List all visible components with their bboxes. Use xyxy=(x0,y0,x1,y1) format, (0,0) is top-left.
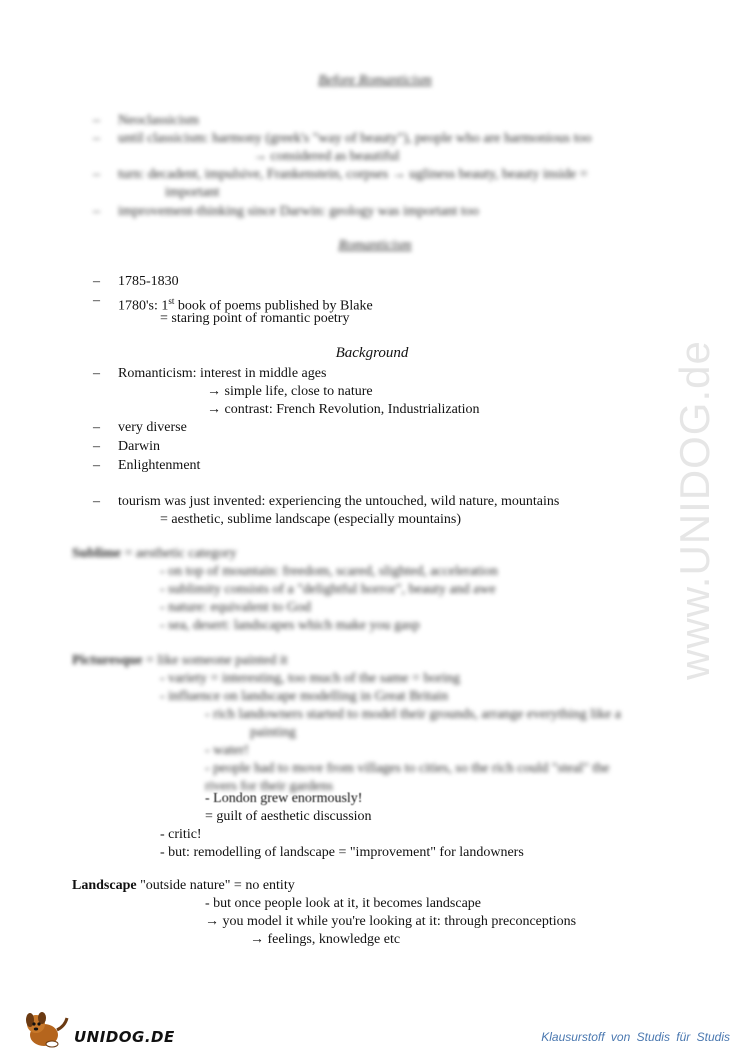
watermark-text: www.UNIDOG.de xyxy=(671,340,719,680)
background-subitem: → simple life, close to nature xyxy=(207,384,373,399)
landscape-def: "outside nature" = no entity xyxy=(136,878,295,893)
logo-text: UNIDOG.DE xyxy=(74,1028,175,1046)
footer-tagline: Klausurstoff von Studis für Studis xyxy=(541,1030,730,1044)
sublime-line: - on top of mountain: freedom, scared, slighted, acceleration xyxy=(160,564,498,579)
landscape-term: Landscape xyxy=(72,878,137,893)
picturesque-line: - critic! xyxy=(160,827,202,842)
bullet-dash: – xyxy=(93,113,100,128)
picturesque-line: - but: remodelling of landscape = "improvement" for landowners xyxy=(160,845,524,860)
background-item: Romanticism: interest in middle ages xyxy=(118,366,327,381)
dog-icon xyxy=(22,1008,74,1050)
picturesque-line: = guilt of aesthetic discussion xyxy=(205,809,372,824)
landscape-definition xyxy=(72,877,295,895)
picturesque-line: - London grew enormously! xyxy=(205,791,363,806)
picturesque-definition xyxy=(72,652,288,670)
background-item: Darwin xyxy=(118,439,160,454)
bullet-dash: – xyxy=(93,204,100,219)
bullet-dash: – xyxy=(93,458,100,473)
before-item: improvement-thinking since Darwin: geology was important too xyxy=(118,204,479,219)
bullet-dash: – xyxy=(93,293,100,308)
picturesque-def: = like someone painted it xyxy=(142,653,288,668)
picturesque-line: - rich landowners started to model their grounds, arrange everything like a xyxy=(205,707,621,722)
sublime-term: Sublime xyxy=(72,546,122,561)
unidog-logo xyxy=(22,1008,175,1050)
before-item-continuation: important xyxy=(165,185,220,200)
bullet-dash: – xyxy=(93,274,100,289)
landscape-line: → you model it while you're looking at it: through preconceptions xyxy=(205,914,577,929)
background-subitem: → contrast: French Revolution, Industrialization xyxy=(207,402,480,417)
bullet-dash: – xyxy=(93,366,100,381)
background-item: Enlightenment xyxy=(118,458,201,473)
romanticism-dates: 1785-1830 xyxy=(118,274,179,289)
background-subitem: = aesthetic, sublime landscape (especially mountains) xyxy=(160,512,462,527)
sublime-line: - sea, desert: landscapes which make you gasp xyxy=(160,618,420,633)
picturesque-term: Picturesque xyxy=(72,653,143,668)
sublime-def: = aesthetic category xyxy=(121,546,237,561)
landscape-line: - but once people look at it, it becomes landscape xyxy=(205,896,482,911)
romanticism-heading: Romanticism xyxy=(338,238,412,253)
picturesque-line: - water! xyxy=(205,743,249,758)
picturesque-line: rivers for their gardens xyxy=(205,779,333,794)
bullet-dash: – xyxy=(93,494,100,509)
romanticism-blake-sub: = staring point of romantic poetry xyxy=(160,311,350,326)
blake-suffix: book of poems published by Blake xyxy=(174,298,373,314)
bullet-dash: – xyxy=(93,439,100,454)
before-item: turn: decadent, impulsive, Frankenstein, corpses → ugliness beauty, beauty inside = xyxy=(118,167,588,182)
sublime-line: - sublimity consists of a "delightful horror", beauty and awe xyxy=(160,582,496,597)
bullet-dash: – xyxy=(93,420,100,435)
sublime-line: - nature: equivalent to God xyxy=(160,600,311,615)
before-item: Neoclassicism xyxy=(118,113,199,128)
before-romanticism-heading: Before Romanticism xyxy=(318,73,432,88)
bullet-dash: – xyxy=(93,131,100,146)
bullet-dash: – xyxy=(93,167,100,182)
before-item-continuation: → considered as beautiful xyxy=(253,149,400,164)
blake-sup: st xyxy=(168,296,175,306)
sublime-definition xyxy=(72,545,237,563)
picturesque-line: - variety = interesting, too much of the same = boring xyxy=(160,671,460,686)
background-item: tourism was just invented: experiencing the untouched, wild nature, mountains xyxy=(118,494,560,509)
picturesque-line: painting xyxy=(250,725,296,740)
background-item: very diverse xyxy=(118,420,187,435)
before-item: until classicism: harmony (greek's "way of beauty"), people who are harmonious too xyxy=(118,131,592,146)
landscape-line: → feelings, knowledge etc xyxy=(250,932,401,947)
watermark xyxy=(655,280,735,740)
background-heading: Background xyxy=(335,345,409,361)
picturesque-line: - people had to move from villages to cities, so the rich could "steal" the xyxy=(205,761,610,776)
picturesque-line: - influence on landscape modelling in Great Britain xyxy=(160,689,449,704)
blake-prefix: 1780's: 1 xyxy=(118,298,169,314)
